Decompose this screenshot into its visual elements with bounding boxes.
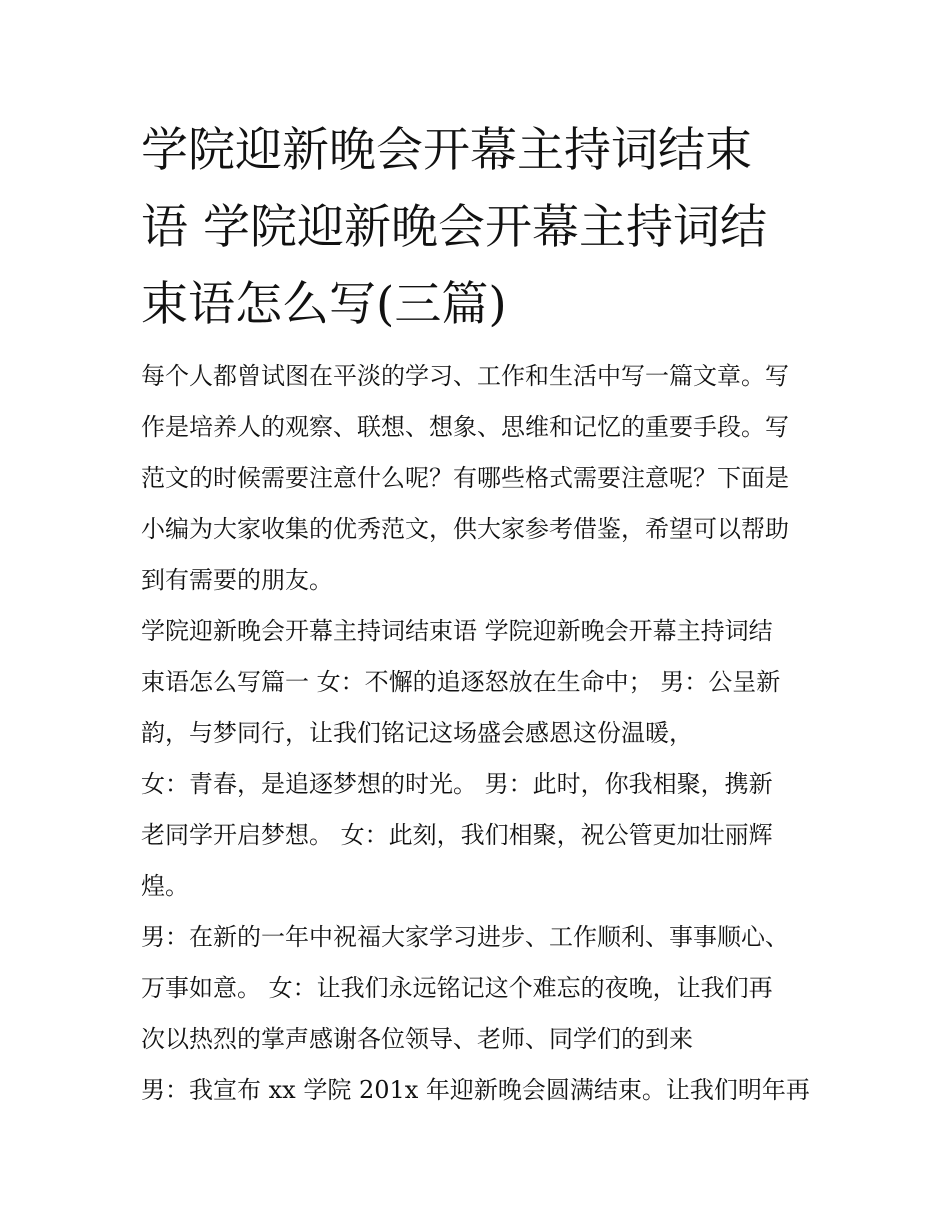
text-line: 男：在新的一年中祝福大家学习进步、工作顺利、事事顺心、 [141,923,789,951]
text-line: 小编为大家收集的优秀范文，供大家参考借鉴，希望可以帮助 [141,515,789,543]
text-line: 万事如意。 女：让我们永远铭记这个难忘的夜晚，让我们再 [141,974,773,1002]
script-paragraph [141,912,813,1065]
text-line: 次以热烈的掌声感谢各位领导、老师、同学们的到来 [141,1025,693,1053]
document-content [141,112,813,1116]
intro-paragraph [141,351,813,606]
document-body [141,351,813,1116]
script-paragraph [141,606,813,759]
script-paragraph [141,1065,813,1116]
text-line: 学院迎新晚会开幕主持词结束语 学院迎新晚会开幕主持词结 [141,617,773,645]
document-title [141,112,813,343]
text-line: 女：青春，是追逐梦想的时光。 男：此时，你我相聚，携新 [141,770,773,798]
text-line: 到有需要的朋友。 [141,566,333,594]
title-line: 学院迎新晚会开幕主持词结束 [141,123,752,178]
text-line: 男：我宣布 xx 学院 201x 年迎新晚会圆满结束。让我们明年再 [141,1076,810,1104]
text-line: 韵，与梦同行，让我们铭记这场盛会感恩这份温暖， [141,719,693,747]
text-line: 每个人都曾试图在平淡的学习、工作和生活中写一篇文章。写 [141,362,789,390]
text-line: 作是培养人的观察、联想、想象、思维和记忆的重要手段。写 [141,413,789,441]
title-line: 束语怎么写(三篇) [141,277,507,332]
text-line: 范文的时候需要注意什么呢？有哪些格式需要注意呢？下面是 [141,464,789,492]
text-line: 束语怎么写篇一 女：不懈的追逐怒放在生命中； 男：公呈新 [141,668,781,696]
text-line: 煌。 [141,872,189,900]
text-line: 老同学开启梦想。 女：此刻，我们相聚，祝公管更加壮丽辉 [141,821,773,849]
title-line: 语 学院迎新晚会开幕主持词结 [141,200,767,255]
script-paragraph [141,759,813,912]
